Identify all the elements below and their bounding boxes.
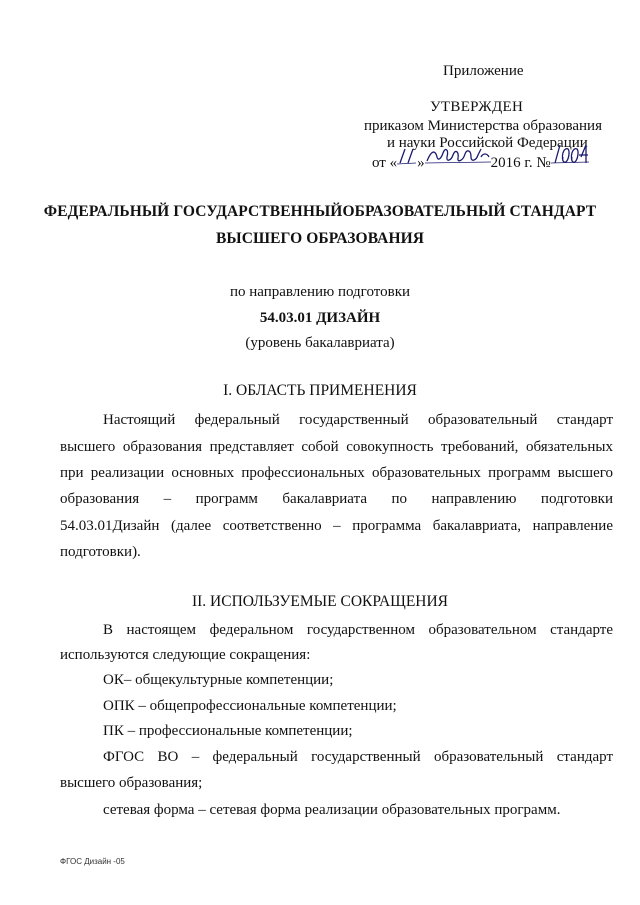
section-1-line-5 <box>60 517 613 535</box>
section-1-line-3 <box>60 464 613 482</box>
abbreviation-fgos-line-1 <box>103 748 613 766</box>
abbreviation-fgos-line-1-text: ФГОС ВО – федеральный государственный образовательный стандарт <box>103 749 613 765</box>
section-2-intro-line-1 <box>103 621 613 639</box>
handwritten-month <box>425 151 491 167</box>
abbreviation-pk: ПК – профессиональные компетенции; <box>103 723 353 739</box>
document-title-line-2: ВЫСШЕГО ОБРАЗОВАНИЯ <box>215 230 425 247</box>
abbreviation-ok: ОК– общекультурные компетенции; <box>103 672 334 688</box>
date-mid: » <box>417 155 425 171</box>
direction-level: (уровень бакалавриата) <box>245 335 395 351</box>
section-1-line-3-text: при реализации основных профессиональных образовательных программ высшего <box>60 465 613 481</box>
handwritten-day <box>397 151 417 167</box>
date-year: 2016 г. № <box>490 155 551 171</box>
direction-code: 54.03.01 ДИЗАЙН <box>259 310 381 326</box>
abbreviation-fgos-line-2: высшего образования; <box>60 775 203 791</box>
date-prefix: от « <box>372 155 398 171</box>
abbreviation-network-form: сетевая форма – сетевая форма реализации образовательных программ. <box>103 802 561 818</box>
section-1-heading: I. ОБЛАСТЬ ПРИМЕНЕНИЯ <box>223 382 417 399</box>
order-date-line <box>372 151 587 172</box>
section-2-intro-line-2: используются следующие сокращения: <box>60 647 311 663</box>
section-1-line-5-text: 54.03.01Дизайн (далее соответственно – программа бакалавриата, направление <box>60 518 613 534</box>
section-1-line-1 <box>103 411 613 429</box>
order-line-2: и науки Российской Федерации <box>387 135 588 151</box>
section-2-heading: II. ИСПОЛЬЗУЕМЫЕ СОКРАЩЕНИЯ <box>191 593 449 610</box>
section-1-line-2-text: высшего образования представляет собой совокупность требований, обязательных <box>60 439 613 455</box>
section-1-line-4 <box>60 490 613 508</box>
abbreviation-opk: ОПК – общепрофессиональные компетенции; <box>103 698 397 714</box>
appendix-label: Приложение <box>443 63 524 79</box>
section-1-line-2 <box>60 438 613 456</box>
page-footer: ФГОС Дизайн -05 <box>60 857 125 866</box>
section-1-line-6: подготовки). <box>60 544 141 560</box>
handwritten-order-number <box>551 151 587 167</box>
section-2-intro-line-1-text: В настоящем федеральном государственном образовательном стандарте <box>103 622 613 638</box>
document-title-line-1: ФЕДЕРАЛЬНЫЙ ГОСУДАРСТВЕННЫЙОБРАЗОВАТЕЛЬНЫЙ СТАНДАРТ <box>43 203 597 220</box>
approved-label: УТВЕРЖДЕН <box>430 99 524 115</box>
section-1-line-1-text: Настоящий федеральный государственный образовательный стандарт <box>103 412 613 428</box>
direction-intro: по направлению подготовки <box>229 284 411 300</box>
order-line-1: приказом Министерства образования <box>364 118 602 134</box>
section-1-line-4-text: образования – программ бакалавриата по направлению подготовки <box>60 491 613 507</box>
